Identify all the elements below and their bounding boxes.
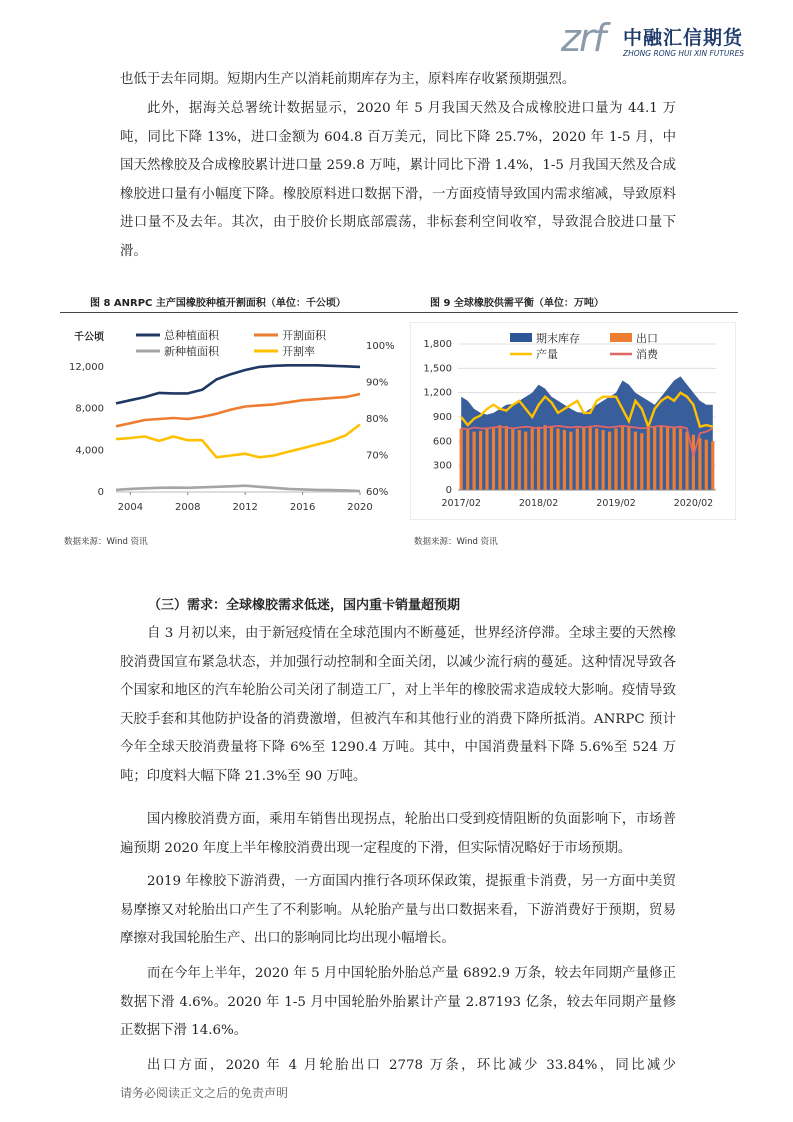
chart1-ytick-left: 8,000 [75, 403, 104, 415]
chart2-legend-swatch [510, 333, 532, 342]
chart2-export-bar [614, 428, 617, 490]
chart2-export-bar [679, 428, 682, 490]
chart1-legend-label: 新种植面积 [164, 345, 219, 358]
chart2-export-bar [537, 427, 540, 490]
chart2-export-bar [698, 438, 701, 490]
chart2-export-bar [460, 428, 463, 490]
chart2-xtick: 2018/02 [518, 498, 559, 509]
chart2-export-bar [473, 432, 476, 490]
chart2-export-bar [660, 426, 663, 490]
chart2-export-bar [647, 428, 650, 490]
figure8-source: 数据来源：Wind 资讯 [64, 537, 148, 547]
chart2-export-bar [485, 428, 488, 490]
chart2-export-bar [479, 431, 482, 490]
chart2-export-bar [627, 427, 630, 490]
chart2-export-bar [634, 432, 637, 490]
chart2-export-bar [666, 427, 669, 490]
chart2-export-bar [498, 425, 501, 490]
chart2-export-bar [608, 432, 611, 490]
paragraph-7: 出口方面，2020 年 4 月轮胎出口 2778 万条，环比减少 33.84%，同比减少 [147, 1058, 676, 1073]
paragraph-1: 也低于去年同期。短期内生产以消耗前期库存为主，原料库存收紧预期强烈。 [120, 72, 576, 87]
paragraph-6: 而在今年上半年，2020 年 5 月中国轮胎外胎总产量 6892.9 万条，较去年同期产量修正数据下滑 4.6%。2020 年 1-5 月中国轮胎外胎累计产量 2.87193 亿条，较去年同期产量修正数据下滑 14.6%。 [120, 966, 676, 1038]
chart2-export-bar [621, 426, 624, 490]
chart1-ytick-right: 100% [366, 341, 395, 352]
chart2-export-bar [569, 432, 572, 490]
chart2-legend-swatch [610, 333, 632, 342]
chart1-ytick-right: 60% [366, 487, 389, 498]
figure9-caption: 图 9 全球橡胶供需平衡（单位：万吨） [430, 298, 604, 309]
figure9-source: 数据来源：Wind 资讯 [414, 537, 498, 547]
figure-rule [60, 312, 738, 313]
chart2-export-bar [492, 427, 495, 490]
chart2-legend-label: 出口 [636, 332, 658, 345]
chart2-export-bar [582, 427, 585, 490]
chart2-export-bar [556, 428, 559, 490]
paragraph-2: 此外，据海关总署统计数据显示，2020 年 5 月我国天然及合成橡胶进口量为 44.1 万吨，同比下降 13%，进口金额为 604.8 百万美元，同比下降 25.7%，2020 年 1-5 月，中国天然橡胶及合成橡胶累计进口量 259.8 万吨，累计同比下滑 1.4%，1-5 月我国天然及合成橡胶进口量有小幅度下降。橡胶原料进口数据下滑，一方面疫情导致国内需求缩减，导致原料进口量不及去年。其次，由于胶价长期底部震荡，非标套利空间收窄，导致混合胶进口量下滑。 [120, 101, 676, 259]
logo-name-en: ZHONG RONG HUI XIN FUTURES [623, 49, 745, 58]
chart2-legend-label: 产量 [536, 348, 558, 361]
chart1-xtick: 2008 [175, 502, 201, 513]
chart1-ytick-right: 70% [366, 450, 389, 462]
chart2-export-bar [511, 428, 514, 490]
figure8-caption: 图 8 ANRPC 主产国橡胶种植开割面积（单位：千公顷） [90, 298, 346, 309]
chart2-export-bar [550, 426, 553, 490]
chart1-legend-label: 总种植面积 [164, 329, 219, 342]
chart1-ytick-right: 90% [366, 377, 389, 389]
chart2-export-bar [595, 428, 598, 490]
chart1-xtick: 2016 [289, 502, 316, 513]
chart2-export-bar [524, 432, 527, 490]
chart2-legend-label: 期末库存 [536, 332, 580, 345]
chart2-ytick: 0 [445, 485, 452, 496]
disclaimer-footer: 请务必阅读正文之后的免责声明 [120, 1086, 289, 1100]
chart2-ytick: 900 [432, 412, 452, 423]
chart2-ytick: 300 [432, 460, 452, 472]
chart2-export-bar [653, 427, 656, 490]
chart2-export-bar [602, 430, 605, 490]
chart1-series-line-3 [116, 425, 360, 458]
chart2-ytick: 600 [432, 436, 452, 448]
chart2-export-bar [711, 441, 714, 490]
chart2-ytick: 1,800 [423, 339, 452, 350]
chart2-export-bar [685, 432, 688, 490]
paragraph-5: 2019 年橡胶下游消费，一方面国内推行各项环保政策，提振重卡消费，另一方面中美贸易摩擦又对轮胎出口产生了不利影响。从轮胎产量与出口数据来看，下游消费好于预期，贸易摩擦对我国轮胎生产、出口的影响同比均出现小幅增长。 [120, 874, 676, 946]
chart2-export-bar [466, 430, 469, 490]
paragraph-4: 国内橡胶消费方面，乘用车销售出现拐点，轮胎出口受到疫情阻断的负面影响下，市场普遍预期 2020 年度上半年橡胶消费出现一定程度的下滑，但实际情况略好于市场预期。 [120, 812, 676, 856]
chart2-export-bar [518, 430, 521, 490]
chart1-legend-label: 开割率 [282, 345, 315, 358]
paragraph-3: 自 3 月初以来，由于新冠疫情在全球范围内不断蔓延，世界经济停滞。全球主要的天然橡胶消费国宣布紧急状态，并加强行动控制和全面关闭，以减少流行病的蔓延。这种情况导致各个国家和地区的汽车轮胎公司关闭了制造工厂，对上半年的橡胶需求造成较大影响。疫情导致天胶手套和其他防护设备的消费激增，但被汽车和其他行业的消费下降所抵消。ANRPC 预计今年全球天胶消费量将下降 6%至 1290.4 万吨。其中，中国消费量料下降 5.6%至 524 万吨；印度料大幅下降 21.3%至 90 万吨。 [120, 626, 676, 784]
chart2-export-bar [673, 428, 676, 491]
chart2-export-bar [589, 426, 592, 490]
chart2-ytick: 1,500 [423, 363, 452, 375]
figure9-chart [410, 322, 736, 520]
chart1-series-line-1 [116, 394, 360, 426]
chart1-ytick-left: 12,000 [69, 361, 104, 373]
chart2-export-bar [505, 426, 508, 490]
chart1-series-line-2 [116, 486, 360, 491]
chart1-xtick: 2004 [117, 502, 144, 513]
chart1-ytick-right: 80% [366, 414, 389, 425]
chart2-legend-label: 消费 [636, 348, 658, 361]
chart1-ytick-left: 0 [97, 487, 104, 498]
chart2-xtick: 2017/02 [441, 498, 481, 509]
chart2-export-bar [531, 428, 534, 490]
chart1-unit-label: 千公顷 [74, 332, 104, 343]
logo-mark: zrf [561, 16, 604, 60]
section-title: （三）需求：全球橡胶需求低迷，国内重卡销量超预期 [148, 598, 461, 613]
figure8-chart [64, 322, 400, 520]
chart2-ytick: 1,200 [423, 387, 452, 399]
chart2-export-bar [576, 428, 579, 490]
chart1-xtick: 2020 [347, 502, 373, 513]
chart1-ytick-left: 4,000 [75, 445, 104, 457]
chart2-export-bar [640, 433, 643, 490]
chart2-xtick: 2020/02 [673, 498, 714, 509]
chart2-export-bar [563, 430, 566, 490]
chart2-export-bar [544, 425, 547, 490]
chart1-xtick: 2012 [232, 502, 258, 513]
chart2-export-bar [705, 440, 708, 490]
company-logo [561, 18, 771, 68]
chart2-export-bar [692, 435, 695, 490]
logo-name-cn: 中融汇信期货 [623, 27, 744, 49]
chart1-legend-label: 开割面积 [282, 329, 326, 342]
chart2-xtick: 2019/02 [596, 498, 636, 509]
